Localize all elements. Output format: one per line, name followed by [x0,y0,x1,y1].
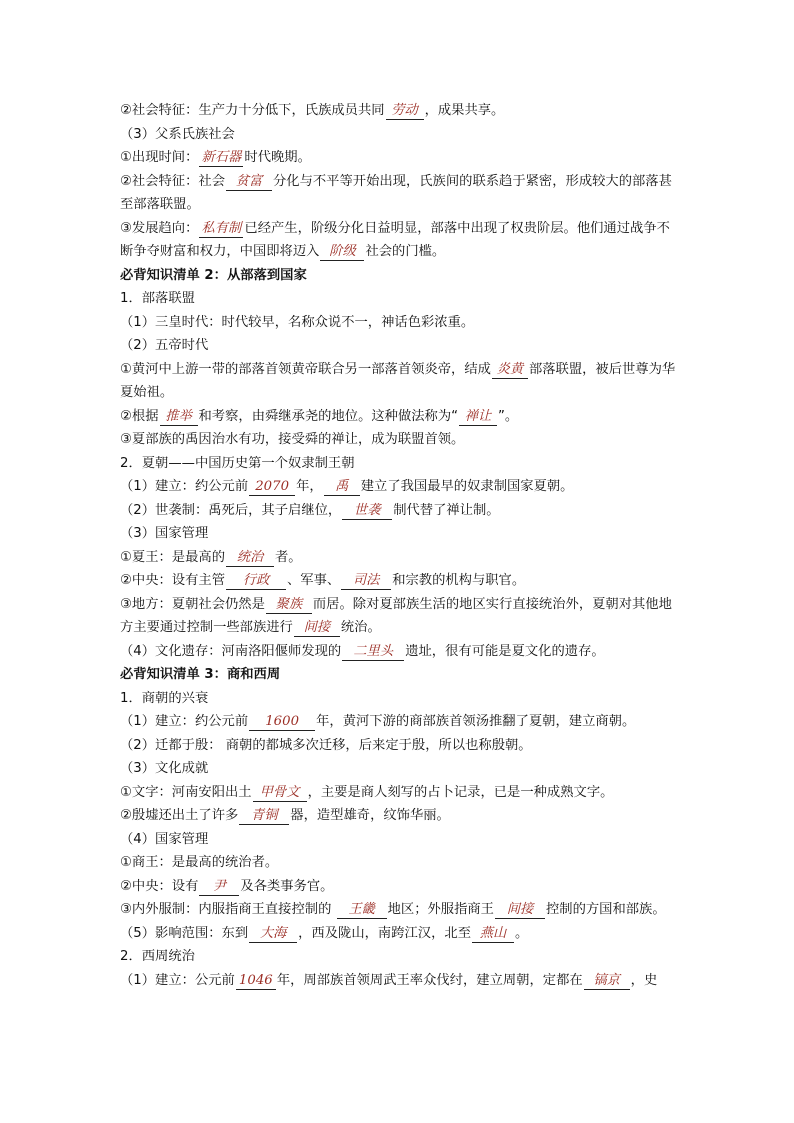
answer-blank: 行政 [226,572,286,590]
answer-blank: 禹 [324,478,360,496]
note-line [120,522,680,546]
answer-blank: 贫富 [226,173,272,191]
line-text: 和宗教的机构与职官。 [392,573,526,588]
line-text: ，西及陇山，南跨江汉，北至 [298,925,471,941]
line-text: （4）国家管理 [120,831,209,847]
note-line [120,640,680,664]
study-notes-page [120,99,680,992]
note-line [120,687,680,711]
answer-blank: 聚族 [266,596,312,614]
note-line [120,593,680,640]
line-text: 年，周部族首领周武王率众伐纣，建立周朝，定都在 [276,972,583,988]
answer-blank: 二里头 [342,643,404,661]
line-text: （5）影响范围：东到 [120,925,249,941]
line-text: （3）国家管理 [120,526,209,541]
line-text: （1）三皇时代：时代较早，名称众说不一，神话色彩浓重。 [120,314,475,330]
answer-blank: 炎黄 [492,361,528,379]
line-text: 遗址，很有可能是夏文化的遗存。 [405,643,605,659]
answer-blank: 世袭 [342,502,392,520]
note-line [120,358,680,405]
answer-blank: 1600 [249,713,315,731]
line-text: 而居。除对夏部族生活的地区实行直接统治外，夏朝对其他地方主要通过控制一些部族进行 [120,596,672,635]
line-text: 社会的门槛。 [365,244,446,259]
note-line [120,898,680,922]
line-text: ①出现时间： [120,150,199,165]
line-text: ③地方：夏朝社会仍然是 [120,596,265,612]
line-text: （1）建立：约公元前 [120,479,249,494]
line-text: 部落联盟，被后世尊为华夏始祖。 [120,361,676,400]
note-line [120,99,680,123]
note-line [120,875,680,899]
line-text: ①黄河中上游一带的部落首领黄帝联合另一部落首领炎帝，结成 [120,361,491,377]
line-text: ②中央：设有 [120,878,199,894]
note-line [120,969,680,993]
line-text: 年， [296,479,323,494]
note-line [120,428,680,452]
answer-blank: 推举 [160,408,198,426]
line-text: （2）五帝时代 [120,338,209,353]
note-line [120,922,680,946]
note-line [120,546,680,570]
answer-blank: 间接 [294,619,340,637]
line-text: 2．夏朝——中国历史第一个奴隶制王朝 [120,455,355,471]
note-line [120,334,680,358]
note-line [120,287,680,311]
note-line [120,710,680,734]
note-line [120,499,680,523]
line-text: 器，造型雄奇，纹饰华丽。 [290,808,450,823]
answer-blank: 劳动 [386,102,424,120]
line-text: ①文字：河南安阳出土 [120,784,252,800]
line-text: 1．部落联盟 [120,291,195,306]
answer-blank: 阶级 [320,243,364,261]
note-line [120,170,680,217]
line-text: ①夏王：是最高的 [120,549,225,565]
answer-blank: 镐京 [584,972,630,990]
note-line [120,828,680,852]
answer-blank: 2070 [249,478,295,496]
line-text: （2）迁都于殷： 商朝的都城多次迁移，后来定于殷，所以也称殷朝。 [120,737,532,753]
line-text: ②根据 [120,408,159,424]
answer-blank: 王畿 [337,901,387,919]
line-text: 时代晚期。 [244,150,311,165]
answer-blank: 间接 [495,901,545,919]
note-line [120,804,680,828]
answer-blank: 青铜 [239,807,289,825]
answer-blank: 尹 [199,878,239,896]
line-text: ②中央：设有主管 [120,573,225,588]
line-text: 、军事、 [287,573,341,588]
line-text: 统治。 [340,620,381,635]
line-text: 建立了我国最早的奴隶制国家夏朝。 [360,479,574,494]
line-text: 和考察，由舜继承尧的地位。这种做法称为“ [198,408,459,424]
line-text: ③内外服制：内服指商王直接控制的 [120,902,336,917]
note-line [120,734,680,758]
answer-blank: 甲骨文 [253,784,307,802]
line-text: ，主要是商人刻写的占卜记录，已是一种成熟文字。 [307,784,614,800]
line-text: ①商王：是最高的统治者。 [120,855,279,870]
line-text: （1）建立：公元前 [120,972,235,988]
note-line [120,475,680,499]
line-text: ③发展趋向： [120,220,199,236]
answer-blank: 统治 [226,549,274,567]
answer-blank: 私有制 [199,220,243,238]
section-heading [120,264,680,288]
line-text: 控制的方国和部族。 [545,902,666,917]
note-line [120,311,680,335]
answer-blank: 燕山 [472,925,514,943]
note-line [120,851,680,875]
line-text: 1．商朝的兴衰 [120,690,209,706]
line-text: ②社会特征：生产力十分低下，氏族成员共同 [120,103,385,118]
section-heading [120,663,680,687]
line-text: （1）建立：约公元前 [120,714,249,729]
note-line [120,452,680,476]
note-line [120,945,680,969]
note-line [120,405,680,429]
answer-blank: 新石器 [199,149,243,167]
line-text: ③夏部族的禹因治水有功，接受舜的禅让，成为联盟首领。 [120,432,465,447]
line-text: 年，黄河下游的商部族首领汤推翻了夏朝，建立商朝。 [316,714,636,729]
line-text: 必背知识清单 2：从部落到国家 [120,267,307,283]
line-text: （2）世袭制：禹死后，其子启继位， [120,502,342,518]
line-text: 必背知识清单 3：商和西周 [120,667,281,682]
line-text: ，史 [630,972,658,988]
line-text: 已经产生，阶级分化日益明显，部落中出现了权贵阶层。他们通过战争不断争夺财富和权力，中国即将迈入 [120,220,670,259]
note-line [120,781,680,805]
line-text: 。 [515,925,529,941]
line-text: （3）文化成就 [120,761,209,776]
line-text: 2．西周统治 [120,949,195,964]
note-line [120,757,680,781]
note-line [120,569,680,593]
line-text: ②殷墟还出土了许多 [120,808,239,823]
line-text: （4）文化遗存：河南洛阳偃师发现的 [120,643,342,659]
line-text: ”。 [498,408,519,424]
answer-blank: 大海 [249,925,297,943]
line-text: 者。 [275,549,302,565]
line-text: ②社会特征：社会 [120,173,225,189]
line-text: ，成果共享。 [424,103,505,118]
note-line [120,146,680,170]
line-text: 地区；外服指商王 [387,902,494,917]
line-text: 制代替了禅让制。 [393,502,500,518]
line-text: 分化与不平等开始出现，氏族间的联系趋于紧密，形成较大的部落甚至部落联盟。 [120,173,672,212]
note-line [120,217,680,264]
note-line [120,123,680,147]
answer-blank: 1046 [236,972,276,990]
line-text: 及各类事务官。 [240,878,334,894]
answer-blank: 司法 [341,572,391,590]
line-text: （3）父系氏族社会 [120,126,235,142]
answer-blank: 禅让 [459,408,497,426]
